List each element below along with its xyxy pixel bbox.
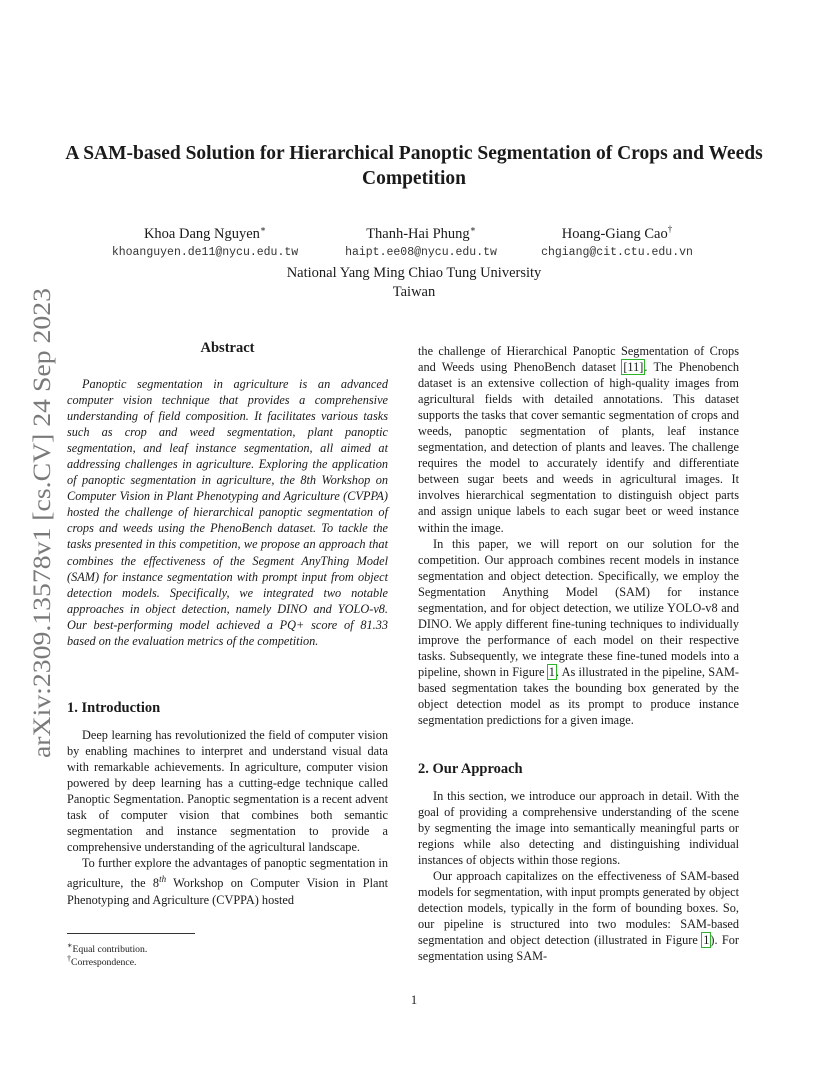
author-email: haipt.ee08@nycu.edu.tw [345, 245, 497, 259]
right-p2-text: In this paper, we will report on our solution for the competition. Our approach combines recent models in instance segmentation and object detection. Specifically, we employ the Segmentation Anything Model (SAM) for instance segmentation, and for object detection, we utilize YOLO-v8 and DINO. We apply different fine-tuning techniques to individually improve the performance of each model on their respective tasks. Subsequently, we integrate these fine-tuned models into a pipeline, shown in Figure [418, 536, 739, 679]
author-mark: ∗ [469, 224, 476, 234]
approach-body [418, 788, 739, 965]
section-heading-introduction: 1. Introduction [67, 700, 161, 716]
author-name: Hoang-Giang Cao [561, 225, 668, 242]
affiliation [200, 264, 628, 302]
approach-paragraph-1: In this section, we introduce our approach in detail. With the goal of providing a comprehensive understanding of the scene by segmenting the image into semantically meaningful parts or regions while also detecting and distinguishing individual instances of objects within those regions. [418, 789, 739, 868]
citation-link[interactable]: [11] [623, 360, 644, 375]
abstract-text: Panoptic segmentation in agriculture is an advanced computer vision technique that provides a comprehensive understanding of field composition. It facilitates various tasks such as crop and weed segmentation, plant panoptic segmentation, and leaf instance segmentation, all aimed at addressing challenges in agriculture. Exploring the application of panoptic segmentation in agriculture, the 8th Workshop on Computer Vision in Plant Phenotyping and Agriculture (CVPPA) hosted the challenge of hierarchical panoptic segmentation of crops and weeds using the PhenoBench dataset. To tackle the tasks presented in this competition, we propose an approach that combines the effectiveness of the Segment AnyThing Model (SAM) for instance segmentation with prompt input from object detection models. Specifically, we integrated two notable approaches in object detection, namely DINO and YOLO-v8. Our best-performing model achieved a PQ+ score of 81.33 based on the evaluation metrics of the competition. [67, 377, 388, 648]
abstract-body [67, 376, 388, 649]
affiliation-country: Taiwan [392, 284, 436, 300]
figure-link[interactable]: 1 [703, 933, 710, 948]
intro-p2-text: To further explore the advantages of panoptic segmentation in agriculture, the 8 [67, 856, 388, 891]
page-number: 1 [410, 993, 418, 1007]
abstract-heading: Abstract [200, 340, 255, 356]
footnote-mark: † [67, 954, 72, 963]
approach-p2-text-cont: ). For segmentation using SAM- [418, 933, 739, 964]
introduction-body [67, 727, 388, 908]
intro-paragraph-1: Deep learning has revolutionized the field of computer vision by enabling machines to interpret and understand visual data with remarkable achievements. In agriculture, computer vision powered by deep learning has a cutting-edge technique called Panoptic Segmentation. Panoptic segmentation is a recent advent task of computer vision that combines both semantic segmentation and instance segmentation to provide a comprehensive understanding of the agricultural landscape. [67, 728, 388, 855]
author-mark: † [667, 224, 673, 234]
author-email: chgiang@cit.ctu.edu.vn [541, 245, 693, 259]
footnote-mark: ∗ [67, 941, 73, 950]
right-paragraph-1 [418, 343, 739, 536]
footnote-rule [67, 933, 195, 934]
right-p2-text-cont: . As illustrated in the pipeline, SAM-based segmentation takes the bounding box generated by the object detection model as its prompt to produce instance segmentation predictions for a given image. [418, 664, 740, 728]
right-paragraph-2 [418, 536, 739, 729]
footnote-2 [67, 952, 136, 969]
right-p1-text-cont: . The Phenobench dataset is an extensive collection of high-quality images from agricultural fields with detailed annotations. This dataset supports the tasks that cover semantic segmentation of crops and weeds, panoptic segmentation of plants, leaf instance segmentation, and detection of plants and leaves. The challenge requires the model to accurately identify and differentiate between sugar beets and weeds in agricultural images. It involves hierarchical segmentation to distinguish object parts and assign unique labels to each sugar beet or weed instance within the image. [418, 360, 739, 535]
figure-link[interactable]: 1 [548, 664, 555, 679]
footnote-text: Equal contribution. [72, 944, 148, 956]
arxiv-stamp-text: arXiv:2309.13578v1 [cs.CV] 24 Sep 2023 [27, 325, 56, 758]
paper-title: A SAM-based Solution for Hierarchical Panoptic Segmentation of Crops and Weeds Competition [65, 143, 763, 189]
intro-p2-text-cont: Workshop on Computer Vision in Plant Phenotyping and Agriculture (CVPPA) hosted [67, 876, 389, 907]
right-column-body [418, 343, 739, 728]
author-email: khoanguyen.de11@nycu.edu.tw [111, 245, 299, 259]
arxiv-stamp [6, 282, 66, 762]
approach-paragraph-2 [418, 868, 739, 964]
affiliation-institution: National Yang Ming Chiao Tung University [286, 265, 542, 281]
ordinal-superscript: th [159, 874, 167, 885]
author-3 [502, 219, 732, 262]
author-1 [90, 219, 320, 262]
right-p1-text: the challenge of Hierarchical Panoptic Segmentation of Crops and Weeds using PhenoBench dataset [418, 344, 739, 375]
intro-paragraph-2 [67, 855, 388, 907]
author-mark: ∗ [259, 224, 267, 234]
footnote-text: Correspondence. [71, 957, 137, 969]
section-heading-our-approach: 2. Our Approach [418, 761, 523, 777]
author-name: Khoa Dang Nguyen [143, 225, 260, 242]
author-name: Thanh-Hai Phung [366, 225, 470, 242]
approach-p2-text: Our approach capitalizes on the effectiveness of SAM-based models for segmentation, with input prompts generated by object detection models, typically in the form of bounding boxes. So, our pipeline is structured into two modules: SAM-based segmentation and object detection (illustrated in Figure [418, 869, 739, 948]
